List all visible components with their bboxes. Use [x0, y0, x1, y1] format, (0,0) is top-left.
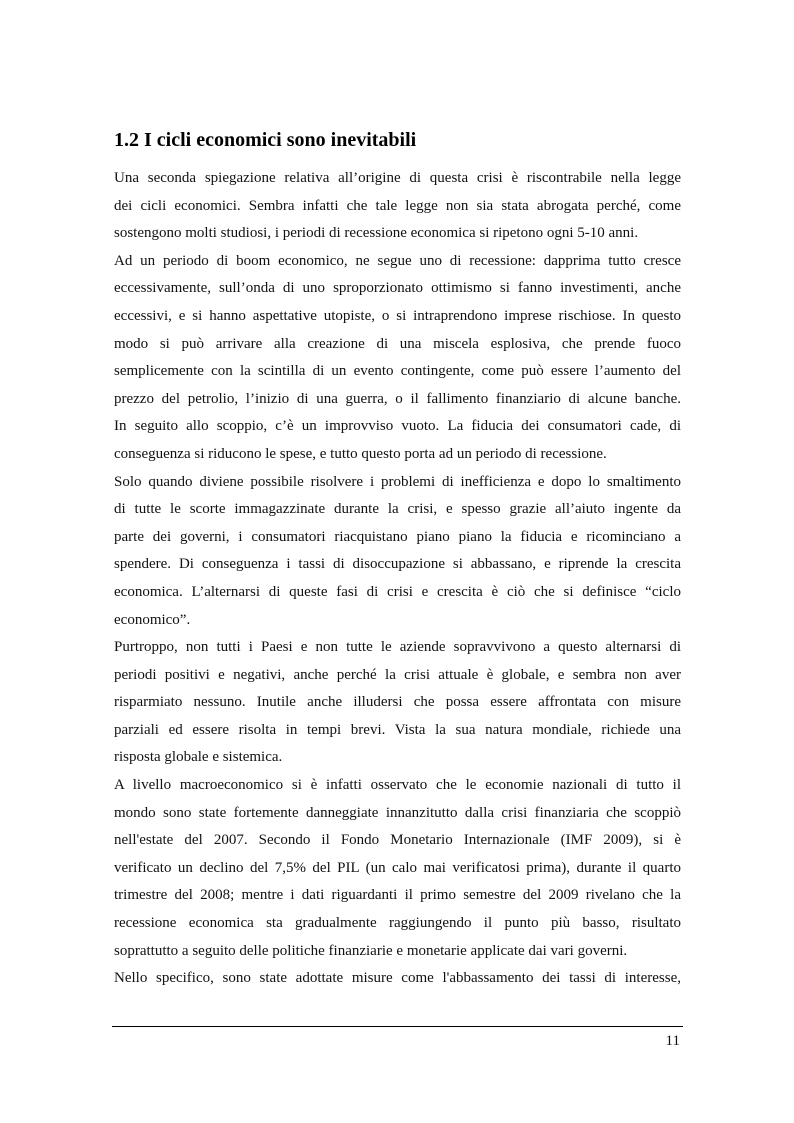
text-line: recessione economica sta gradualmente raggiungendo il punto più basso, risultato: [114, 915, 681, 932]
text-line: economica. L’alternarsi di queste fasi di crisi e crescita è ciò che si definisce “ciclo: [114, 583, 681, 600]
text-line: risposta globale e sistemica.: [114, 749, 283, 766]
text-line: Nello specifico, sono state adottate misure come l'abbassamento dei tassi di interesse,: [114, 970, 681, 987]
text-line: dei cicli economici. Sembra infatti che tale legge non sia stata abrogata perché, come: [114, 197, 681, 214]
text-line: Una seconda spiegazione relativa all’origine di questa crisi è riscontrabile nella legge: [114, 170, 681, 186]
text-line: parte dei governi, i consumatori riacquistano piano piano la fiducia e ricominciano a: [114, 528, 681, 545]
text-line: modo si può arrivare alla creazione di una miscela esplosiva, che prende fuoco: [114, 335, 681, 352]
text-line: prezzo del petrolio, l’inizio di una guerra, o il fallimento finanziario di alcune banche.: [114, 390, 681, 407]
text-line: eccessivamente, sull’onda di uno sproporzionato ottimismo si fanno investimenti, anche: [114, 280, 681, 297]
text-line: Purtroppo, non tutti i Paesi e non tutte le aziende sopravvivono a questo alternarsi di: [114, 639, 681, 656]
text-line: sostengono molti studiosi, i periodi di recessione economica si ripetono ogni 5-10 anni.: [114, 225, 639, 242]
text-line: semplicemente con la scintilla di un evento contingente, come può essere l’aumento del: [114, 363, 681, 380]
text-line: economico”.: [114, 611, 191, 628]
text-line: spendere. Di conseguenza i tassi di disoccupazione si abbassano, e riprende la crescita: [114, 556, 681, 573]
body-text: [114, 165, 681, 993]
text-line: A livello macroeconomico si è infatti osservato che le economie nazionali di tutto il: [114, 777, 681, 794]
footer-rule: [112, 1026, 683, 1027]
text-line: parziali ed essere risolta in tempi brevi. Vista la sua natura mondiale, richiede una: [114, 721, 681, 738]
page-number: 11: [665, 1033, 680, 1049]
text-line: risparmiato nessuno. Inutile anche illudersi che possa essere affrontata con misure: [114, 694, 681, 711]
text-line: In seguito allo scoppio, c’è un improvviso vuoto. La fiducia dei consumatori cade, di: [114, 418, 681, 435]
text-line: trimestre del 2008; mentre i dati riguardanti il primo semestre del 2009 rivelano che la: [114, 887, 681, 904]
text-line: Solo quando diviene possibile risolvere i problemi di inefficienza e dopo lo smaltimento: [114, 473, 681, 490]
text-line: nell'estate del 2007. Secondo il Fondo Monetario Internazionale (IMF 2009), si è: [114, 832, 681, 849]
text-line: di tutte le scorte immagazzinate durante la crisi, e spesso grazie all’aiuto ingente da: [114, 501, 681, 518]
text-line: soprattutto a seguito delle politiche finanziarie e monetarie applicate dai vari governi.: [114, 942, 628, 959]
text-line: conseguenza si riducono le spese, e tutto questo porta ad un periodo di recessione.: [114, 445, 607, 462]
text-line: verificato un declino del 7,5% del PIL (un calo mai verificatosi prima), durante il quarto: [114, 859, 681, 876]
text-line: mondo sono state fortemente danneggiate innanzitutto dalla crisi finanziaria che scoppiò: [114, 804, 681, 821]
text-line: eccessivi, e si hanno aspettative utopiste, o si intraprendono imprese rischiose. In questo: [114, 307, 681, 324]
text-line: Ad un periodo di boom economico, ne segue uno di recessione: dapprima tutto cresce: [114, 252, 681, 269]
section-heading: 1.2 I cicli economici sono inevitabili: [114, 129, 417, 151]
text-line: periodi positivi e negativi, anche perché la crisi attuale è globale, e sembra non aver: [114, 666, 681, 683]
